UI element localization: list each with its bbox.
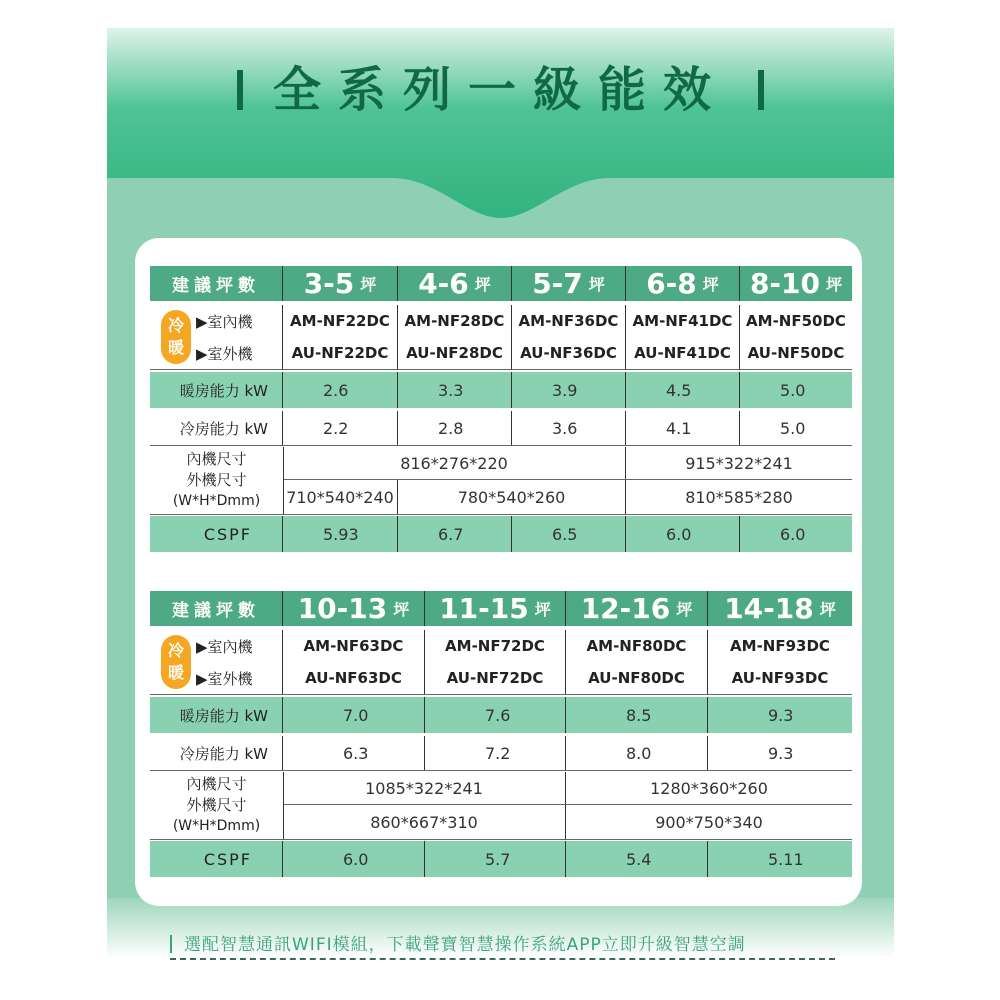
size-value: 11-15 bbox=[439, 592, 529, 625]
heating-value-3: 4.5 bbox=[626, 372, 740, 408]
ping-unit: 坪 bbox=[474, 275, 491, 294]
label-cooling: 冷房能力 kW bbox=[150, 411, 283, 445]
indoor-model-4: AM-NF50DC bbox=[746, 312, 846, 330]
cooling-value-1: 2.8 bbox=[398, 411, 512, 445]
cooling-value-0: 2.2 bbox=[283, 411, 398, 445]
size-value: 10-13 bbox=[297, 592, 388, 625]
cooling-value-2: 3.6 bbox=[512, 411, 626, 445]
heating-value-0: 2.6 bbox=[283, 372, 398, 408]
label-size: 建議坪數 bbox=[150, 591, 283, 626]
label-outdoor-dim: 外機尺寸 bbox=[186, 796, 247, 814]
size-1 bbox=[425, 591, 566, 626]
row-heating bbox=[150, 697, 852, 733]
indoor-model-3: AM-NF41DC bbox=[626, 305, 740, 337]
footer-note bbox=[170, 930, 746, 955]
label-indoor: ▶室內機 bbox=[150, 630, 283, 662]
outdoor-model-4: AU-NF50DC bbox=[747, 344, 845, 362]
cooling-value-4: 5.0 bbox=[780, 418, 806, 438]
label-dim-unit: (W*H*Dmm) bbox=[172, 493, 261, 509]
indoor_dim-value-0: 816*276*220 bbox=[283, 447, 626, 480]
label-cspf: CSPF bbox=[150, 516, 283, 552]
footer-pipe bbox=[170, 935, 172, 953]
badge-cold: 冷 bbox=[167, 316, 184, 335]
row-head bbox=[150, 591, 852, 626]
label-heating: 暖房能力 kW bbox=[150, 697, 283, 733]
indoor-model-3: AM-NF93DC bbox=[730, 637, 830, 655]
cooling-value-2: 8.0 bbox=[566, 736, 708, 770]
footer-text: 選配智慧通訊WIFI模組，下載聲寶智慧操作系統APP立即升級智慧空調 bbox=[184, 935, 746, 955]
size-value: 12-16 bbox=[580, 592, 671, 625]
row-cooling bbox=[150, 411, 852, 446]
outdoor-model-2: AU-NF80DC bbox=[566, 662, 708, 694]
indoor-model-1: AM-NF28DC bbox=[398, 305, 512, 337]
size-value: 14-18 bbox=[724, 592, 814, 625]
heating-value-2: 3.9 bbox=[512, 372, 626, 408]
heat-cool-badge bbox=[161, 635, 191, 689]
row-cooling bbox=[150, 736, 852, 771]
cspf-value-0: 6.0 bbox=[283, 841, 425, 877]
heating-value-1: 3.3 bbox=[398, 372, 512, 408]
ping-unit: 坪 bbox=[534, 600, 551, 619]
label-size: 建議坪數 bbox=[150, 266, 283, 301]
ping-unit: 坪 bbox=[676, 600, 693, 619]
outdoor-model-0: AU-NF63DC bbox=[283, 662, 425, 694]
indoor_dim-value-1: 1280*360*260 bbox=[650, 779, 768, 798]
outdoor-model-2: AU-NF36DC bbox=[512, 337, 626, 369]
outdoor_dim-value-0: 710*540*240 bbox=[283, 480, 398, 514]
size-value: 6-8 bbox=[646, 267, 697, 300]
cspf-value-2: 6.5 bbox=[512, 516, 626, 552]
size-3 bbox=[708, 591, 852, 626]
row-heating bbox=[150, 372, 852, 408]
outdoor_dim-value-1: 900*750*340 bbox=[655, 812, 763, 832]
heating-value-1: 7.6 bbox=[425, 697, 566, 733]
indoor-model-2: AM-NF80DC bbox=[566, 630, 708, 662]
label-cooling: 冷房能力 kW bbox=[150, 736, 283, 770]
outdoor_dim-value-2: 810*585*280 bbox=[685, 487, 793, 507]
indoor-model-0: AM-NF22DC bbox=[283, 305, 398, 337]
size-value: 4-6 bbox=[418, 267, 469, 300]
outdoor_dim-value-1: 780*540*260 bbox=[398, 480, 626, 514]
outdoor-model-3: AU-NF41DC bbox=[626, 337, 740, 369]
cspf-value-2: 5.4 bbox=[566, 841, 708, 877]
label-outdoor: ▶室外機 bbox=[150, 337, 283, 369]
row-outdoor bbox=[150, 662, 852, 695]
size-1 bbox=[398, 266, 512, 301]
outdoor-model-3: AU-NF93DC bbox=[731, 669, 829, 687]
row-cspf bbox=[150, 841, 852, 877]
cspf-value-4: 6.0 bbox=[780, 524, 806, 544]
heating-value-0: 7.0 bbox=[283, 697, 425, 733]
badge-warm: 暖 bbox=[167, 338, 184, 357]
title-text: 全系列一級能效 bbox=[272, 62, 728, 118]
heating-value-4: 5.0 bbox=[780, 380, 806, 400]
cspf-value-0: 5.93 bbox=[283, 516, 398, 552]
ping-unit: 坪 bbox=[819, 600, 836, 619]
page-title bbox=[107, 60, 894, 120]
indoor-model-1: AM-NF72DC bbox=[425, 630, 566, 662]
ping-unit: 坪 bbox=[826, 275, 843, 294]
badge-cold: 冷 bbox=[167, 641, 184, 660]
cspf-value-1: 5.7 bbox=[425, 841, 566, 877]
dimension-label-block bbox=[150, 772, 284, 839]
heating-value-3: 9.3 bbox=[768, 705, 794, 725]
size-0 bbox=[283, 591, 425, 626]
size-value: 8-10 bbox=[749, 267, 821, 300]
ping-unit: 坪 bbox=[588, 275, 605, 294]
dimension-label-block bbox=[150, 447, 284, 514]
label-indoor-dim: 內機尺寸 bbox=[186, 775, 247, 793]
label-indoor: ▶室內機 bbox=[150, 305, 283, 337]
cspf-value-3: 6.0 bbox=[626, 516, 740, 552]
cspf-value-1: 6.7 bbox=[398, 516, 512, 552]
outdoor_dim-value-0: 860*667*310 bbox=[283, 805, 566, 839]
label-outdoor-dim: 外機尺寸 bbox=[186, 471, 247, 489]
size-value: 5-7 bbox=[532, 267, 583, 300]
label-indoor-dim: 內機尺寸 bbox=[186, 450, 247, 468]
footer-dashed-line bbox=[170, 958, 835, 960]
title-bar-right bbox=[758, 70, 764, 110]
cooling-value-1: 7.2 bbox=[425, 736, 566, 770]
label-heating: 暖房能力 kW bbox=[150, 372, 283, 408]
outdoor-model-1: AU-NF28DC bbox=[398, 337, 512, 369]
size-3 bbox=[626, 266, 740, 301]
row-indoor bbox=[150, 630, 852, 662]
indoor_dim-value-0: 1085*322*241 bbox=[283, 772, 566, 805]
outdoor-model-1: AU-NF72DC bbox=[425, 662, 566, 694]
label-cspf: CSPF bbox=[150, 841, 283, 877]
ping-unit: 坪 bbox=[702, 275, 719, 294]
size-value: 3-5 bbox=[303, 267, 355, 300]
size-0 bbox=[283, 266, 398, 301]
ping-unit: 坪 bbox=[393, 600, 410, 619]
label-outdoor: ▶室外機 bbox=[150, 662, 283, 694]
indoor-model-2: AM-NF36DC bbox=[512, 305, 626, 337]
cspf-value-3: 5.11 bbox=[768, 849, 804, 869]
indoor_dim-value-1: 915*322*241 bbox=[685, 454, 793, 473]
row-indoor bbox=[150, 305, 852, 337]
badge-warm: 暖 bbox=[167, 663, 184, 682]
heating-value-2: 8.5 bbox=[566, 697, 708, 733]
size-2 bbox=[566, 591, 708, 626]
ping-unit: 坪 bbox=[360, 275, 377, 294]
heat-cool-badge bbox=[161, 310, 191, 364]
row-head bbox=[150, 266, 852, 301]
cooling-value-3: 9.3 bbox=[768, 743, 794, 763]
size-2 bbox=[512, 266, 626, 301]
indoor-model-0: AM-NF63DC bbox=[283, 630, 425, 662]
outdoor-model-0: AU-NF22DC bbox=[283, 337, 398, 369]
row-outdoor bbox=[150, 337, 852, 370]
label-dim-unit: (W*H*Dmm) bbox=[172, 818, 261, 834]
row-cspf bbox=[150, 516, 852, 552]
cooling-value-0: 6.3 bbox=[283, 736, 425, 770]
title-bar-left bbox=[237, 70, 243, 110]
cooling-value-3: 4.1 bbox=[626, 411, 740, 445]
size-4 bbox=[740, 266, 852, 301]
